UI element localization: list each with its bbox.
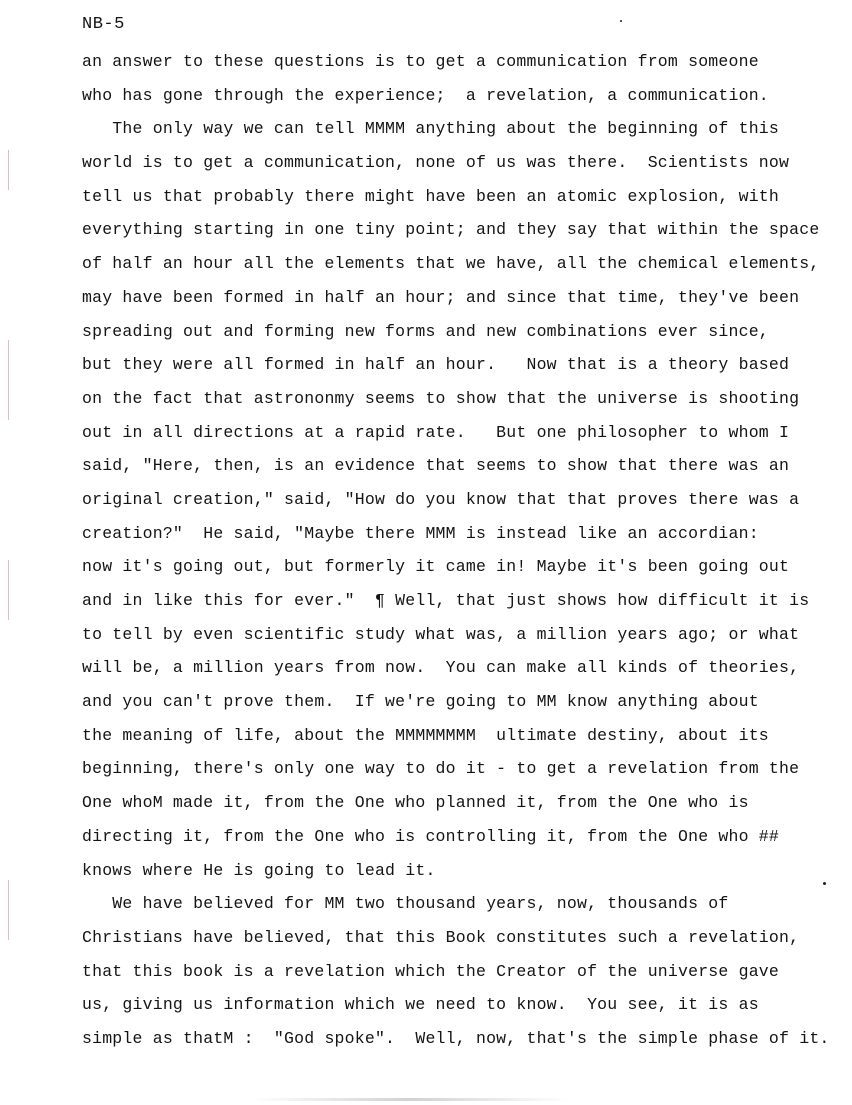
text-line: of half an hour all the elements that we have, all the chemical elements, <box>82 254 820 274</box>
text-line: may have been formed in half an hour; and since that time, they've been <box>82 287 800 307</box>
text-line: The only way we can tell MMMM anything about the beginning of this <box>82 119 780 139</box>
text-line: original creation," said, "How do you know that that proves there was a <box>82 489 800 509</box>
text-line: We have believed for MM two thousand years, now, thousands of <box>82 894 729 914</box>
text-line: that this book is a revelation which the Creator of the universe gave <box>82 961 780 981</box>
text-line: One whoM made it, from the One who planned it, from the One who is <box>82 793 749 813</box>
ink-speck <box>620 20 622 22</box>
text-line: world is to get a communication, none of us was there. Scientists now <box>82 153 790 173</box>
text-line: everything starting in one tiny point; and they say that within the space <box>82 220 820 240</box>
text-line: will be, a million years from now. You can make all kinds of theories, <box>82 658 800 678</box>
text-line: but they were all formed in half an hour. Now that is a theory based <box>82 355 790 375</box>
text-line: creation?" He said, "Maybe there MMM is instead like an accordian: <box>82 523 759 543</box>
margin-mark <box>8 340 9 420</box>
text-line: directing it, from the One who is controlling it, from the One who ## <box>82 826 780 846</box>
text-line: us, giving us information which we need to know. You see, it is as <box>82 995 759 1015</box>
text-line: said, "Here, then, is an evidence that seems to show that there was an <box>82 456 790 476</box>
text-line: now it's going out, but formerly it came in! Maybe it's been going out <box>82 557 790 577</box>
text-line: an answer to these questions is to get a communication from someone <box>82 52 759 71</box>
body-text <box>82 45 842 1056</box>
page-label: NB-5 <box>82 15 125 34</box>
text-line: simple as thatM : "God spoke". Well, now, that's the simple phase of it. <box>82 1028 830 1048</box>
text-line: the meaning of life, about the MMMMMMMM ultimate destiny, about its <box>82 725 769 745</box>
margin-mark <box>8 560 9 620</box>
text-line: and in like this for ever." ¶ Well, that just shows how difficult it is <box>82 591 810 610</box>
text-line: and you can't prove them. If we're going to MM know anything about <box>82 692 759 712</box>
margin-mark <box>8 150 9 190</box>
text-line: out in all directions at a rapid rate. But one philosopher to whom I <box>82 422 790 442</box>
text-line: Christians have believed, that this Book constitutes such a revelation, <box>82 927 800 947</box>
margin-mark <box>8 880 9 940</box>
text-line: spreading out and forming new forms and new combinations ever since, <box>82 321 769 341</box>
text-line: to tell by even scientific study what was, a million years ago; or what <box>82 624 800 644</box>
text-line: who has gone through the experience; a revelation, a communication. <box>82 85 769 105</box>
text-line: tell us that probably there might have been an atomic explosion, with <box>82 186 780 206</box>
text-line: knows where He is going to lead it. <box>82 860 436 880</box>
bottom-smudge <box>250 1098 570 1101</box>
text-line: beginning, there's only one way to do it - to get a revelation from the <box>82 759 800 779</box>
text-line: on the fact that astrononmy seems to show that the universe is shooting <box>82 388 800 408</box>
